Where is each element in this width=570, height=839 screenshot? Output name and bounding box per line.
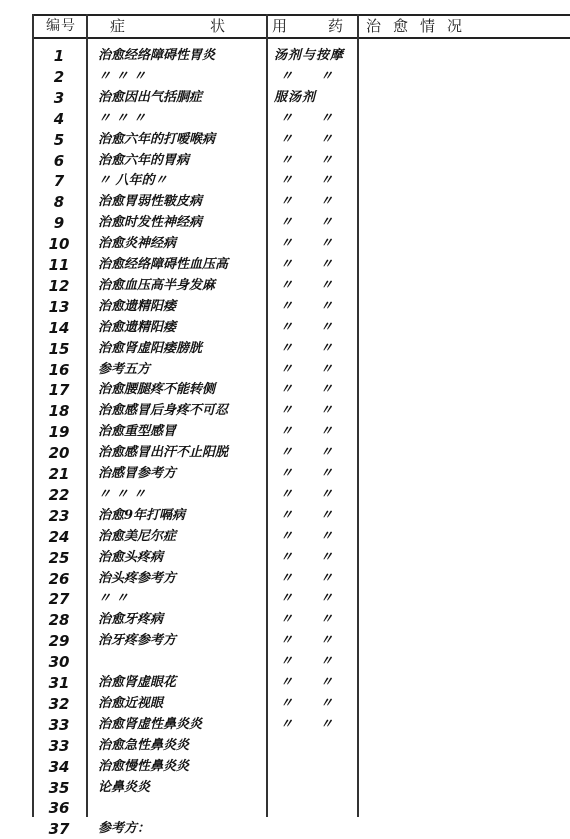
- ditto-mark: 〃: [280, 486, 294, 502]
- row-symptom: 治愈9年打嗝病: [98, 507, 186, 523]
- header-medicine-char-1: 用: [272, 17, 289, 35]
- ditto-mark: 〃: [280, 110, 294, 126]
- ditto-mark: 〃: [280, 654, 294, 670]
- table-row: [0, 652, 570, 672]
- table-row: [0, 255, 570, 275]
- table-row: [0, 192, 570, 212]
- row-symptom: 〃 〃 〃: [98, 486, 147, 502]
- row-symptom: 治愈时发性神经病: [98, 215, 203, 231]
- table-row: [0, 736, 570, 756]
- row-number: 24: [48, 527, 70, 546]
- ditto-mark: 〃: [280, 528, 294, 544]
- row-symptom: 治愈炎神经病: [98, 236, 177, 252]
- row-symptom: 治感冒参考方: [98, 466, 177, 481]
- row-number: 8: [53, 193, 65, 212]
- ditto-mark: 〃: [320, 194, 334, 210]
- ditto-mark: 〃: [320, 361, 334, 377]
- row-symptom: 治愈美尼尔症: [98, 528, 177, 544]
- table-row: [0, 798, 570, 818]
- table-row: [0, 485, 570, 505]
- table-row: [0, 67, 570, 87]
- ditto-mark: 〃: [320, 68, 334, 84]
- header-result: 治愈情况: [366, 17, 475, 35]
- table-row: [0, 339, 570, 359]
- table-row: [0, 318, 570, 338]
- row-symptom: 治愈胃弱性皲皮病: [98, 194, 203, 210]
- header-symptom-char-1: 症: [110, 17, 127, 35]
- row-number: 29: [48, 632, 70, 651]
- ditto-mark: 〃: [320, 173, 334, 189]
- row-number: 25: [48, 548, 70, 567]
- table-row: [0, 757, 570, 777]
- row-number: 14: [48, 318, 70, 337]
- ditto-mark: 〃: [320, 277, 334, 293]
- row-number: 33: [48, 715, 70, 734]
- row-number: 32: [48, 694, 70, 713]
- table-row: [0, 673, 570, 693]
- ditto-mark: 〃: [280, 131, 294, 147]
- row-number: 31: [48, 674, 70, 692]
- table-row: [0, 401, 570, 421]
- ditto-mark: 〃: [320, 612, 334, 628]
- ditto-mark: 〃: [280, 612, 294, 628]
- ditto-mark: 〃: [320, 507, 334, 523]
- table-row: [0, 109, 570, 129]
- row-number: 10: [48, 235, 70, 254]
- row-medicine-text: 服汤剂: [274, 89, 317, 105]
- table-row: [0, 130, 570, 150]
- table-row: [0, 569, 570, 589]
- ditto-mark: 〃: [280, 591, 294, 607]
- row-number: 6: [53, 151, 65, 170]
- row-symptom: 治愈急性鼻炎炎: [98, 737, 190, 753]
- ditto-mark: 〃: [280, 319, 294, 335]
- ditto-mark: 〃: [320, 382, 334, 398]
- ditto-mark: 〃: [320, 403, 334, 419]
- row-number: 26: [48, 569, 70, 588]
- ditto-mark: 〃: [320, 298, 334, 314]
- table-row: [0, 360, 570, 380]
- ditto-mark: 〃: [280, 466, 294, 481]
- row-number: 3: [53, 88, 65, 107]
- row-symptom: 治愈牙疼病: [98, 612, 164, 628]
- row-number: 17: [48, 381, 70, 400]
- row-symptom: 治愈六年的胃病: [98, 152, 190, 168]
- table-row: [0, 506, 570, 526]
- ditto-mark: 〃: [320, 528, 334, 544]
- row-number: 16: [48, 360, 70, 379]
- row-symptom: 治愈肾虚眼花: [98, 675, 177, 690]
- ditto-mark: 〃: [320, 633, 334, 649]
- row-symptom: 治愈肾虚性鼻炎炎: [98, 716, 203, 732]
- ditto-mark: 〃: [320, 319, 334, 335]
- row-number: 11: [48, 256, 70, 274]
- ditto-mark: 〃: [280, 403, 294, 419]
- ditto-mark: 〃: [320, 675, 334, 690]
- header-symptom: [110, 15, 260, 37]
- row-number: 33: [48, 736, 70, 755]
- row-number: 5: [53, 130, 65, 149]
- row-number: 28: [48, 611, 70, 630]
- ditto-mark: 〃: [280, 257, 294, 272]
- row-number: 30: [48, 653, 70, 672]
- row-symptom: 治愈重型感冒: [98, 424, 177, 440]
- ditto-mark: 〃: [280, 549, 294, 565]
- row-symptom: 治愈遗精阳痿: [98, 298, 177, 314]
- table-row: [0, 589, 570, 609]
- ditto-mark: 〃: [320, 466, 334, 481]
- row-number: 23: [48, 506, 70, 525]
- row-number: 2: [53, 67, 65, 86]
- table-row: [0, 380, 570, 400]
- ditto-mark: 〃: [280, 152, 294, 168]
- row-symptom: 参考方：: [98, 821, 151, 837]
- row-number: 15: [48, 339, 70, 358]
- row-symptom: 治愈近视眼: [98, 695, 164, 711]
- ditto-mark: 〃: [320, 152, 334, 168]
- ditto-mark: 〃: [320, 445, 334, 461]
- ditto-mark: 〃: [280, 215, 294, 231]
- row-symptom: 治愈遗精阳痿: [98, 319, 177, 335]
- ditto-mark: 〃: [320, 110, 334, 126]
- ditto-mark: 〃: [280, 675, 294, 690]
- header-medicine-char-2: 药: [328, 17, 345, 35]
- table-row: [0, 527, 570, 547]
- ditto-mark: 〃: [280, 68, 294, 84]
- row-number: 9: [53, 214, 65, 233]
- row-number: 12: [48, 276, 70, 295]
- ditto-mark: 〃: [320, 340, 334, 356]
- row-symptom: 〃 八年的〃: [98, 173, 168, 189]
- ditto-mark: 〃: [280, 507, 294, 523]
- row-symptom: 治愈血压高半身发麻: [98, 277, 216, 293]
- ditto-mark: 〃: [320, 486, 334, 502]
- ditto-mark: 〃: [280, 277, 294, 293]
- ditto-mark: 〃: [320, 549, 334, 565]
- row-number: 22: [48, 485, 70, 504]
- table-row: [0, 631, 570, 651]
- ditto-mark: 〃: [280, 361, 294, 377]
- ditto-mark: 〃: [280, 298, 294, 314]
- row-symptom: 〃 〃 〃: [98, 68, 147, 84]
- ditto-mark: 〃: [320, 215, 334, 231]
- row-number: 21: [48, 465, 70, 483]
- row-number: 34: [48, 757, 70, 776]
- row-symptom: 治愈肾虚阳痿膀胱: [98, 340, 203, 356]
- ditto-mark: 〃: [280, 570, 294, 586]
- table-row: [0, 234, 570, 254]
- header-medicine: [272, 15, 356, 37]
- row-symptom: 治愈六年的打嗳喉病: [98, 131, 216, 147]
- row-number: 13: [48, 297, 70, 316]
- header-symptom-char-2: 状: [210, 17, 227, 35]
- ditto-mark: 〃: [320, 695, 334, 711]
- ditto-mark: 〃: [320, 591, 334, 607]
- ditto-mark: 〃: [280, 236, 294, 252]
- row-symptom: 治愈经络障碍性血压高: [98, 257, 229, 272]
- row-symptom: 论鼻炎炎: [98, 779, 151, 795]
- header-number: 编号: [46, 18, 76, 34]
- table-row: [0, 715, 570, 735]
- row-symptom: 〃 〃: [98, 591, 129, 607]
- table-row: [0, 778, 570, 798]
- row-number: 27: [48, 590, 70, 609]
- row-number: 20: [48, 444, 70, 463]
- table-row: [0, 443, 570, 463]
- table-row: [0, 819, 570, 839]
- row-medicine-text: 汤剂与按摩: [274, 48, 345, 63]
- ditto-mark: 〃: [280, 695, 294, 711]
- row-symptom: 治愈感冒后身疼不可忍: [98, 403, 229, 419]
- header-rule: [32, 37, 570, 39]
- ditto-mark: 〃: [320, 570, 334, 586]
- table-row: [0, 46, 570, 66]
- ditto-mark: 〃: [320, 257, 334, 272]
- row-symptom: 治愈因出气括胴症: [98, 89, 203, 105]
- row-number: 35: [48, 778, 70, 797]
- ditto-mark: 〃: [280, 716, 294, 732]
- table-row: [0, 297, 570, 317]
- row-symptom: 治牙疼参考方: [98, 633, 177, 649]
- table-row: [0, 464, 570, 484]
- row-number: 19: [48, 423, 70, 442]
- row-number: 36: [48, 799, 70, 818]
- table-row: [0, 548, 570, 568]
- ditto-mark: 〃: [280, 173, 294, 189]
- row-symptom: 治愈头疼病: [98, 549, 164, 565]
- row-number: 37: [48, 820, 70, 839]
- row-symptom: 治愈经络障碍性胃炎: [98, 48, 216, 63]
- row-number: 18: [48, 402, 70, 421]
- ditto-mark: 〃: [320, 424, 334, 440]
- ditto-mark: 〃: [280, 445, 294, 461]
- row-symptom: 治愈感冒出汗不止阳脱: [98, 445, 229, 461]
- row-number: 4: [53, 109, 65, 128]
- ditto-mark: 〃: [320, 716, 334, 732]
- table-row: [0, 151, 570, 171]
- table-row: [0, 276, 570, 296]
- table-row: [0, 694, 570, 714]
- table-row: [0, 213, 570, 233]
- row-number: 1: [53, 47, 65, 65]
- row-symptom: 治愈腰腿疼不能转侧: [98, 382, 216, 398]
- ditto-mark: 〃: [280, 194, 294, 210]
- ditto-mark: 〃: [280, 340, 294, 356]
- table-row: [0, 610, 570, 630]
- row-symptom: 参考五方: [98, 361, 151, 377]
- table-row: [0, 88, 570, 108]
- row-symptom: 治头疼参考方: [98, 570, 177, 586]
- table-row: [0, 422, 570, 442]
- ditto-mark: 〃: [320, 236, 334, 252]
- ditto-mark: 〃: [280, 382, 294, 398]
- row-symptom: 〃 〃 〃: [98, 110, 147, 126]
- ditto-mark: 〃: [280, 424, 294, 440]
- ditto-mark: 〃: [320, 131, 334, 147]
- row-number: 7: [53, 172, 65, 191]
- ditto-mark: 〃: [320, 654, 334, 670]
- ditto-mark: 〃: [280, 633, 294, 649]
- row-symptom: 治愈慢性鼻炎炎: [98, 758, 190, 774]
- table-row: [0, 171, 570, 191]
